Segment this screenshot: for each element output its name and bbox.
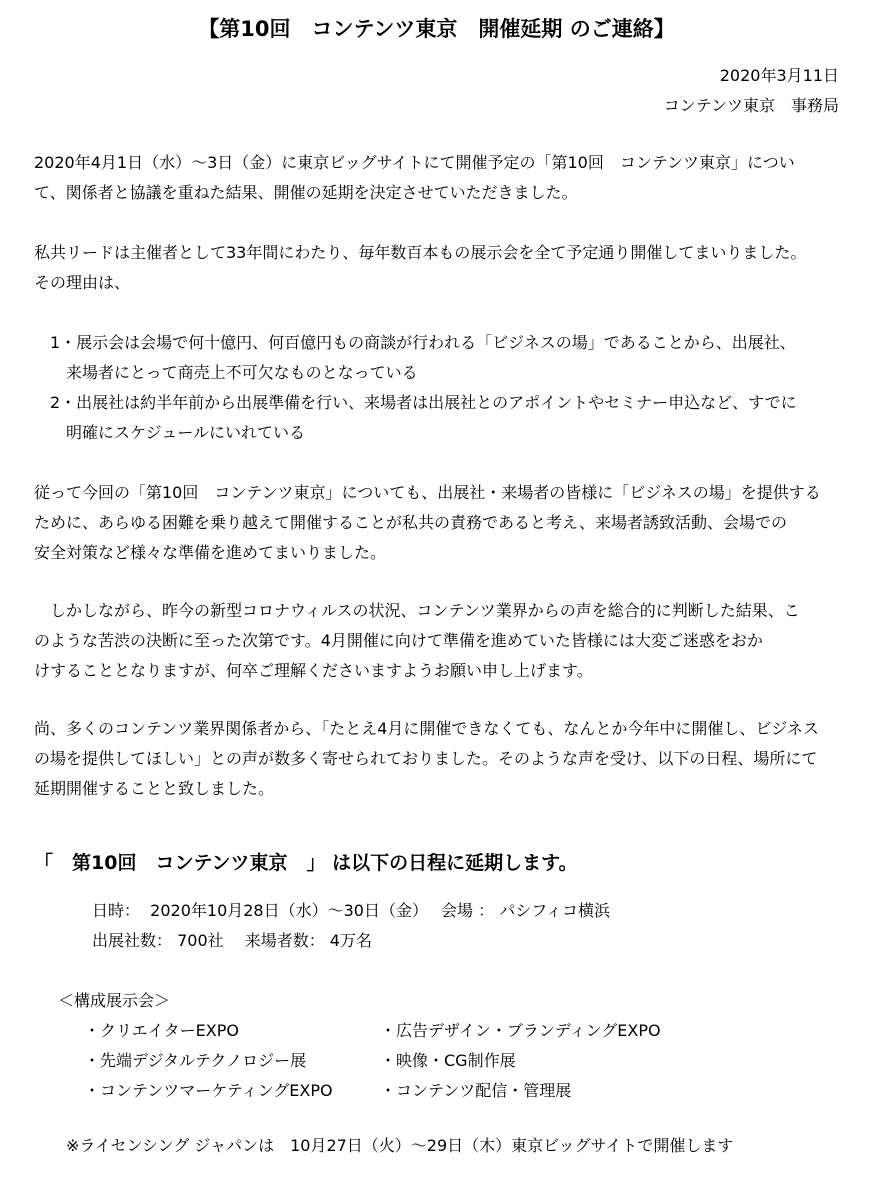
para5-line: の場を提供してほしい」との声が数多く寄せられておりました。そのような声を受け、以下の日程、場所にて xyxy=(34,749,818,768)
page-title: 【第10回 コンテンツ東京 開催延期 のご連絡】 xyxy=(198,17,675,41)
para5-line: 延期開催することと致しました。 xyxy=(34,779,275,798)
para3-line: ために、あらゆる困難を乗り越えて開催することが私共の責務であると考え、来場者誘致活動、会場での xyxy=(34,513,787,532)
para5-line: 尚、多くのコンテンツ業界関係者から、「たとえ4月に開催できなくても、なんとか今年中に開催し、ビジネス xyxy=(34,719,819,738)
event-scale: 出展社数： 700社 来場者数： 4万名 xyxy=(92,931,372,950)
organization: コンテンツ東京 事務局 xyxy=(663,96,839,115)
para2-line: その理由は、 xyxy=(34,273,131,292)
para3-line: 従って今回の「第10回 コンテンツ東京」についても、出展社・来場者の皆様に「ビジネスの場」を提供する xyxy=(34,483,821,502)
para4-line: けすることとなりますが、何卒ご理解くださいますようお願い申し上げます。 xyxy=(34,661,593,680)
para4-line: のような苦渋の決断に至った次第です。4月開催に向けて準備を進めていた皆様には大変ご迷惑をおか xyxy=(34,631,763,650)
para1-line: 2020年4月1日（水）～3日（金）に東京ビッグサイトにて開催予定の「第10回 コンテンツ東京」につい xyxy=(34,153,795,172)
para3-line: 安全対策など様々な準備を進めてまいりました。 xyxy=(34,543,387,562)
reason-line: 1・展示会は会場で何十億円、何百億円もの商談が行われる「ビジネスの場」であることから、出展社、 xyxy=(50,333,796,352)
para2-line: 私共リードは主催者として33年間にわたり、毎年数百本もの展示会を全て予定通り開催してまいりました。 xyxy=(34,243,807,262)
exhibition-item: ・コンテンツ配信・管理展 xyxy=(380,1081,572,1100)
exhibition-item: ・広告デザイン・ブランディングEXPO xyxy=(380,1021,661,1040)
exhibition-item: ・コンテンツマーケティングEXPO xyxy=(84,1081,333,1100)
reason-line: 来場者にとって商売上不可欠なものとなっている xyxy=(50,363,418,382)
para1-line: て、関係者と協議を重ねた結果、開催の延期を決定させていただきました。 xyxy=(34,183,578,202)
postponement-heading: 「 第10回 コンテンツ東京 」 は以下の日程に延期します。 xyxy=(34,852,578,874)
event-schedule-venue: 日時： 2020年10月28日（水）～30日（金） 会場 ： パシフィコ横浜 xyxy=(92,901,610,920)
licensing-japan-note: ※ライセンシング ジャパンは 10月27日（火）～29日（木）東京ビッグサイトで開催します xyxy=(66,1136,734,1155)
para4-line: しかしながら、昨今の新型コロナウィルスの状況、コンテンツ業界からの声を総合的に判断した結果、こ xyxy=(34,601,800,620)
exhibition-item: ・映像・CG制作展 xyxy=(380,1051,516,1070)
exhibition-item: ・クリエイターEXPO xyxy=(84,1021,239,1040)
reason-line: 2・出展社は約半年前から出展準備を行い、来場者は出展社とのアポイントやセミナー申込など、すでに xyxy=(50,393,797,412)
notice-date: 2020年3月11日 xyxy=(719,66,839,85)
exhibitions-heading: ＜構成展示会＞ xyxy=(58,991,171,1010)
exhibition-item: ・先端デジタルテクノロジー展 xyxy=(84,1051,307,1070)
reason-line: 明確にスケジュールにいれている xyxy=(50,423,306,442)
